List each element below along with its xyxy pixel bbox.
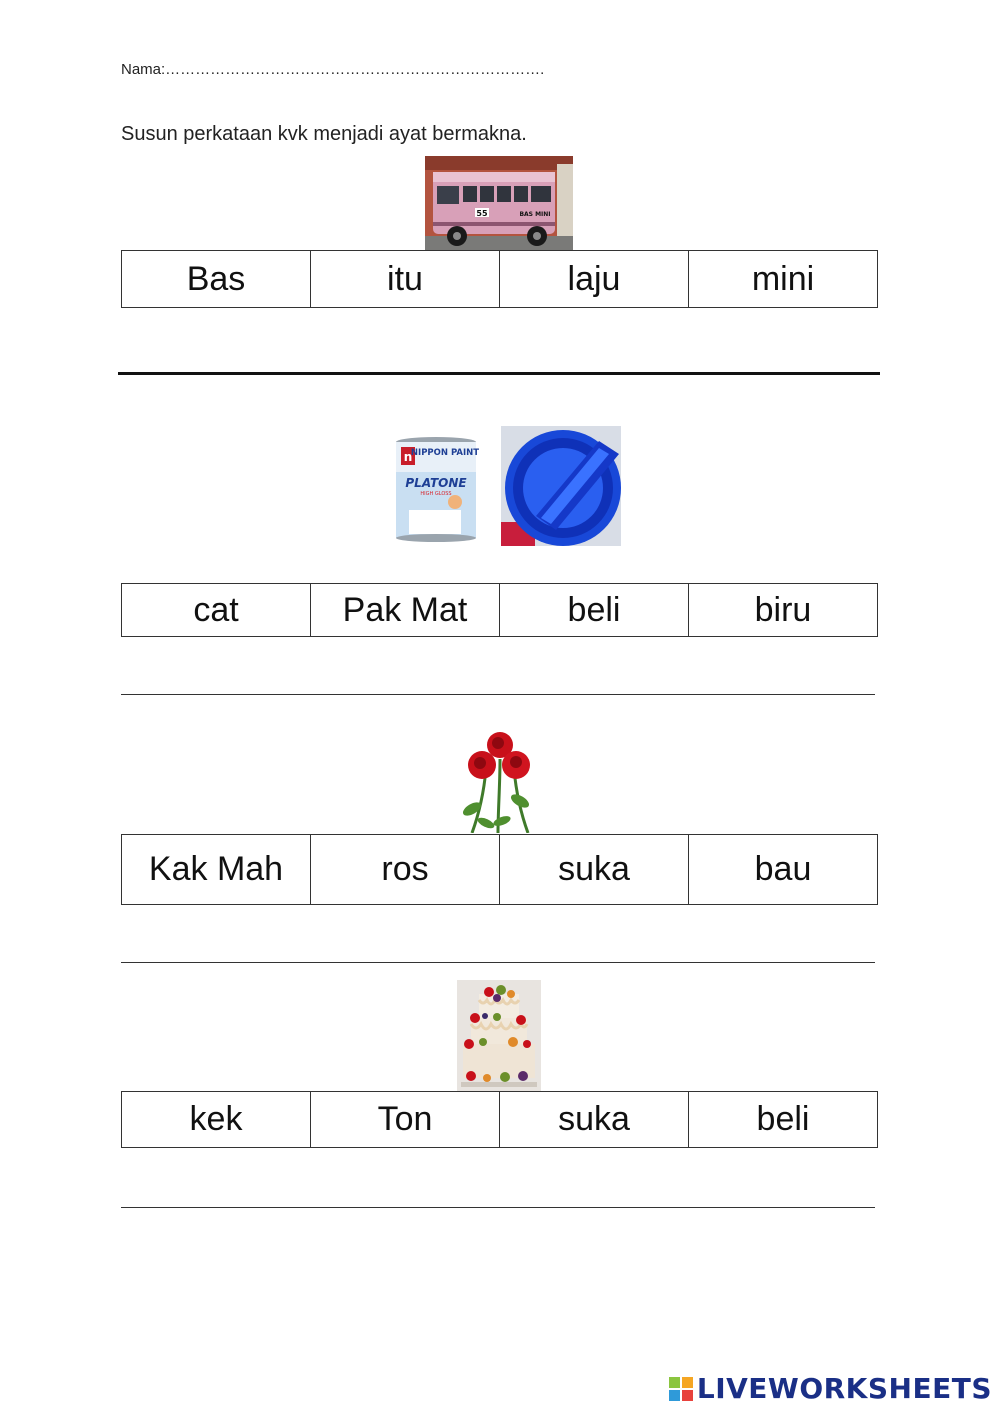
paint-product: PLATONE [405,476,467,490]
instruction-text: Susun perkataan kvk menjadi ayat bermakna. [121,123,527,145]
word-card[interactable]: biru [689,584,878,637]
name-field-label: Nama:…………………………………………………………………. [121,61,545,78]
paint-brand: NIPPON PAINT [410,448,479,458]
word-card[interactable]: cat [122,584,311,637]
bus-route-number: 55 [476,209,488,218]
answer-line-4[interactable] [121,1207,875,1208]
word-table-4 [121,1091,878,1148]
word-card[interactable]: ros [311,835,500,905]
word-card[interactable]: Ton [311,1092,500,1148]
svg-text:n: n [403,450,413,464]
word-card[interactable]: beli [689,1092,878,1148]
answer-line-1[interactable] [118,372,880,375]
paint-can-image [393,436,479,544]
word-card[interactable]: kek [122,1092,311,1148]
word-table-2 [121,583,878,637]
word-card[interactable]: Kak Mah [122,835,311,905]
word-table-1 [121,250,878,308]
answer-line-3[interactable] [121,962,875,963]
word-card[interactable]: Bas [122,251,311,308]
fruit-cake-image [457,980,541,1091]
word-card[interactable]: suka [500,1092,689,1148]
red-roses-image [458,731,540,833]
paint-subline: HIGH GLOSS [420,491,452,497]
word-card[interactable]: Pak Mat [311,584,500,637]
liveworksheets-logo [669,1372,992,1405]
logo-blocks-icon [669,1377,693,1401]
bus-sign: BAS MINI [519,211,551,218]
minibus-image [425,156,573,250]
word-card[interactable]: laju [500,251,689,308]
blue-paint-bucket-image [501,426,621,546]
word-card[interactable]: mini [689,251,878,308]
word-table-3 [121,834,878,905]
word-card[interactable]: suka [500,835,689,905]
word-card[interactable]: beli [500,584,689,637]
word-card[interactable]: itu [311,251,500,308]
answer-line-2[interactable] [121,694,875,695]
logo-text: LIVEWORKSHEETS [696,1372,992,1405]
word-card[interactable]: bau [689,835,878,905]
